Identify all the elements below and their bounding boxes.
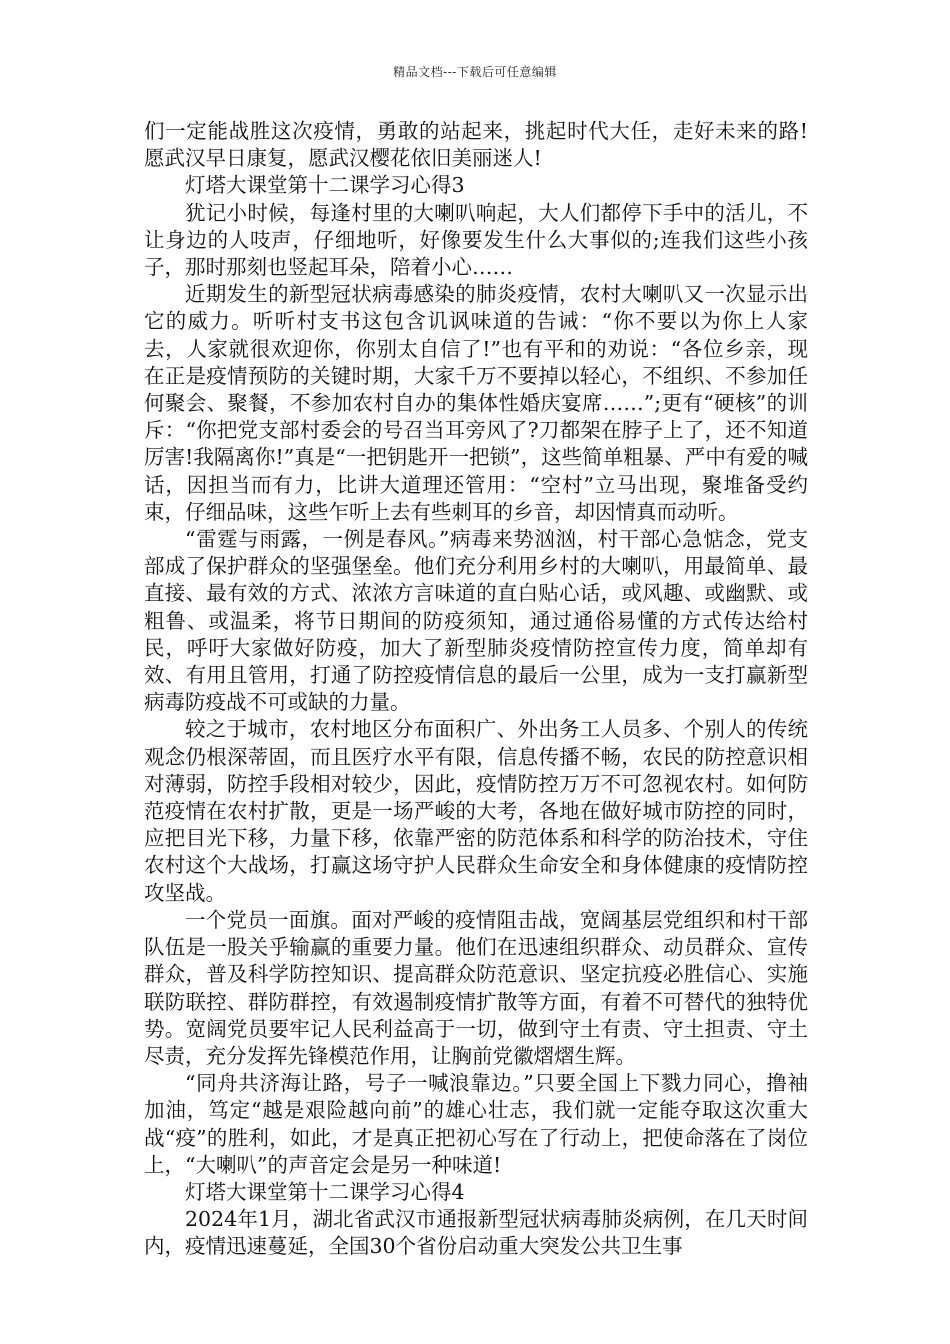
paragraph: 较之于城市，农村地区分布面积广、外出务工人员多、个别人的传统观念仍根深蒂固，而且医疗水平有限，信息传播不畅，农民的防控意识相对薄弱，防控手段相对较少，因此，疫情防控万万不可忽视农村。如何防范疫情在农村扩散，更是一场严峻的大考，各地在做好城市防控的同时，应把目光下移，力量下移，依靠严密的防范体系和科学的防治技术，守住农村这个大战场，打赢这场守护人民群众生命安全和身体健康的疫情防控攻坚战。 xyxy=(144,717,808,905)
paragraph: 近期发生的新型冠状病毒感染的肺炎疫情，农村大喇叭又一次显示出它的威力。听听村支书这包含讥讽味道的告诫：“你不要以为你上人家去，人家就很欢迎你，你别太自信了!”也有平和的劝说：“各位乡亲，现在正是疫情预防的关键时期，大家千万不要掉以轻心，不组织、不参加任何聚会、聚餐，不参加农村自办的集体性婚庆宴席……”;更有“硬核”的训斥：“你把党支部村委会的号召当耳旁风了?刀都架在脖子上了，还不知道厉害!我隔离你!”真是“一把钥匙开一把锁”，这些简单粗暴、严中有爱的喊话，因担当而有力，比讲大道理还管用：“空村”立马出现，聚堆备受约束，仔细品味，这些乍听上去有些刺耳的乡音，却因情真而动听。 xyxy=(144,282,808,524)
section-heading-3: 灯塔大课堂第十二课学习心得3 xyxy=(185,173,465,198)
paragraph: 2024年1月，湖北省武汉市通报新型冠状病毒肺炎病例，在几天时间内，疫情迅速蔓延，全国30个省份启动重大突发公共卫生事 xyxy=(144,1207,808,1259)
paragraph-continued: 们一定能战胜这次疫情，勇敢的站起来，挑起时代大任，走好未来的路!愿武汉早日康复，愿武汉樱花依旧美丽迷人! xyxy=(144,119,808,171)
page-header: 精品文档---下载后可任意编辑 xyxy=(393,65,557,79)
section-heading-4: 灯塔大课堂第十二课学习心得4 xyxy=(185,1179,465,1204)
document-body xyxy=(144,118,808,1261)
paragraph: “雷霆与雨露，一例是春风。”病毒来势汹汹，村干部心急惦念，党支部成了保护群众的坚强堡垒。他们充分利用乡村的大喇叭，用最简单、最直接、最有效的方式、浓浓方言味道的直白贴心话，或风趣、或幽默、或粗鲁、或温柔，将节日期间的防疫须知，通过通俗易懂的方式传达给村民，呼吁大家做好防疫，加大了新型肺炎疫情防控宣传力度，简单却有效、有用且管用，打通了防控疫情信息的最后一公里，成为一支打赢新型病毒防疫战不可或缺的力量。 xyxy=(144,527,808,715)
paragraph: 一个党员一面旗。面对严峻的疫情阻击战，宽阔基层党组织和村干部队伍是一股关乎输赢的重要力量。他们在迅速组织群众、动员群众、宣传群众，普及科学防控知识、提高群众防范意识、坚定抗疫必胜信心、实施联防联控、群防群控，有效遏制疫情扩散等方面，有着不可替代的独特优势。宽阔党员要牢记人民利益高于一切，做到守土有责、守土担责、守土尽责，充分发挥先锋模范作用，让胸前党徽熠熠生辉。 xyxy=(144,907,808,1068)
paragraph: “同舟共济海让路，号子一喊浪靠边。”只要全国上下戮力同心，撸袖加油，笃定“越是艰险越向前”的雄心壮志，我们就一定能夺取这次重大战“疫”的胜利，如此，才是真正把初心写在了行动上，把使命落在了岗位上，“大喇叭”的声音定会是另一种味道! xyxy=(144,1071,808,1177)
paragraph: 犹记小时候，每逢村里的大喇叭响起，大人们都停下手中的活儿，不让身边的人吱声，仔细地听，好像要发生什么大事似的;连我们这些小孩子，那时那刻也竖起耳朵，陪着小心…… xyxy=(144,200,808,280)
